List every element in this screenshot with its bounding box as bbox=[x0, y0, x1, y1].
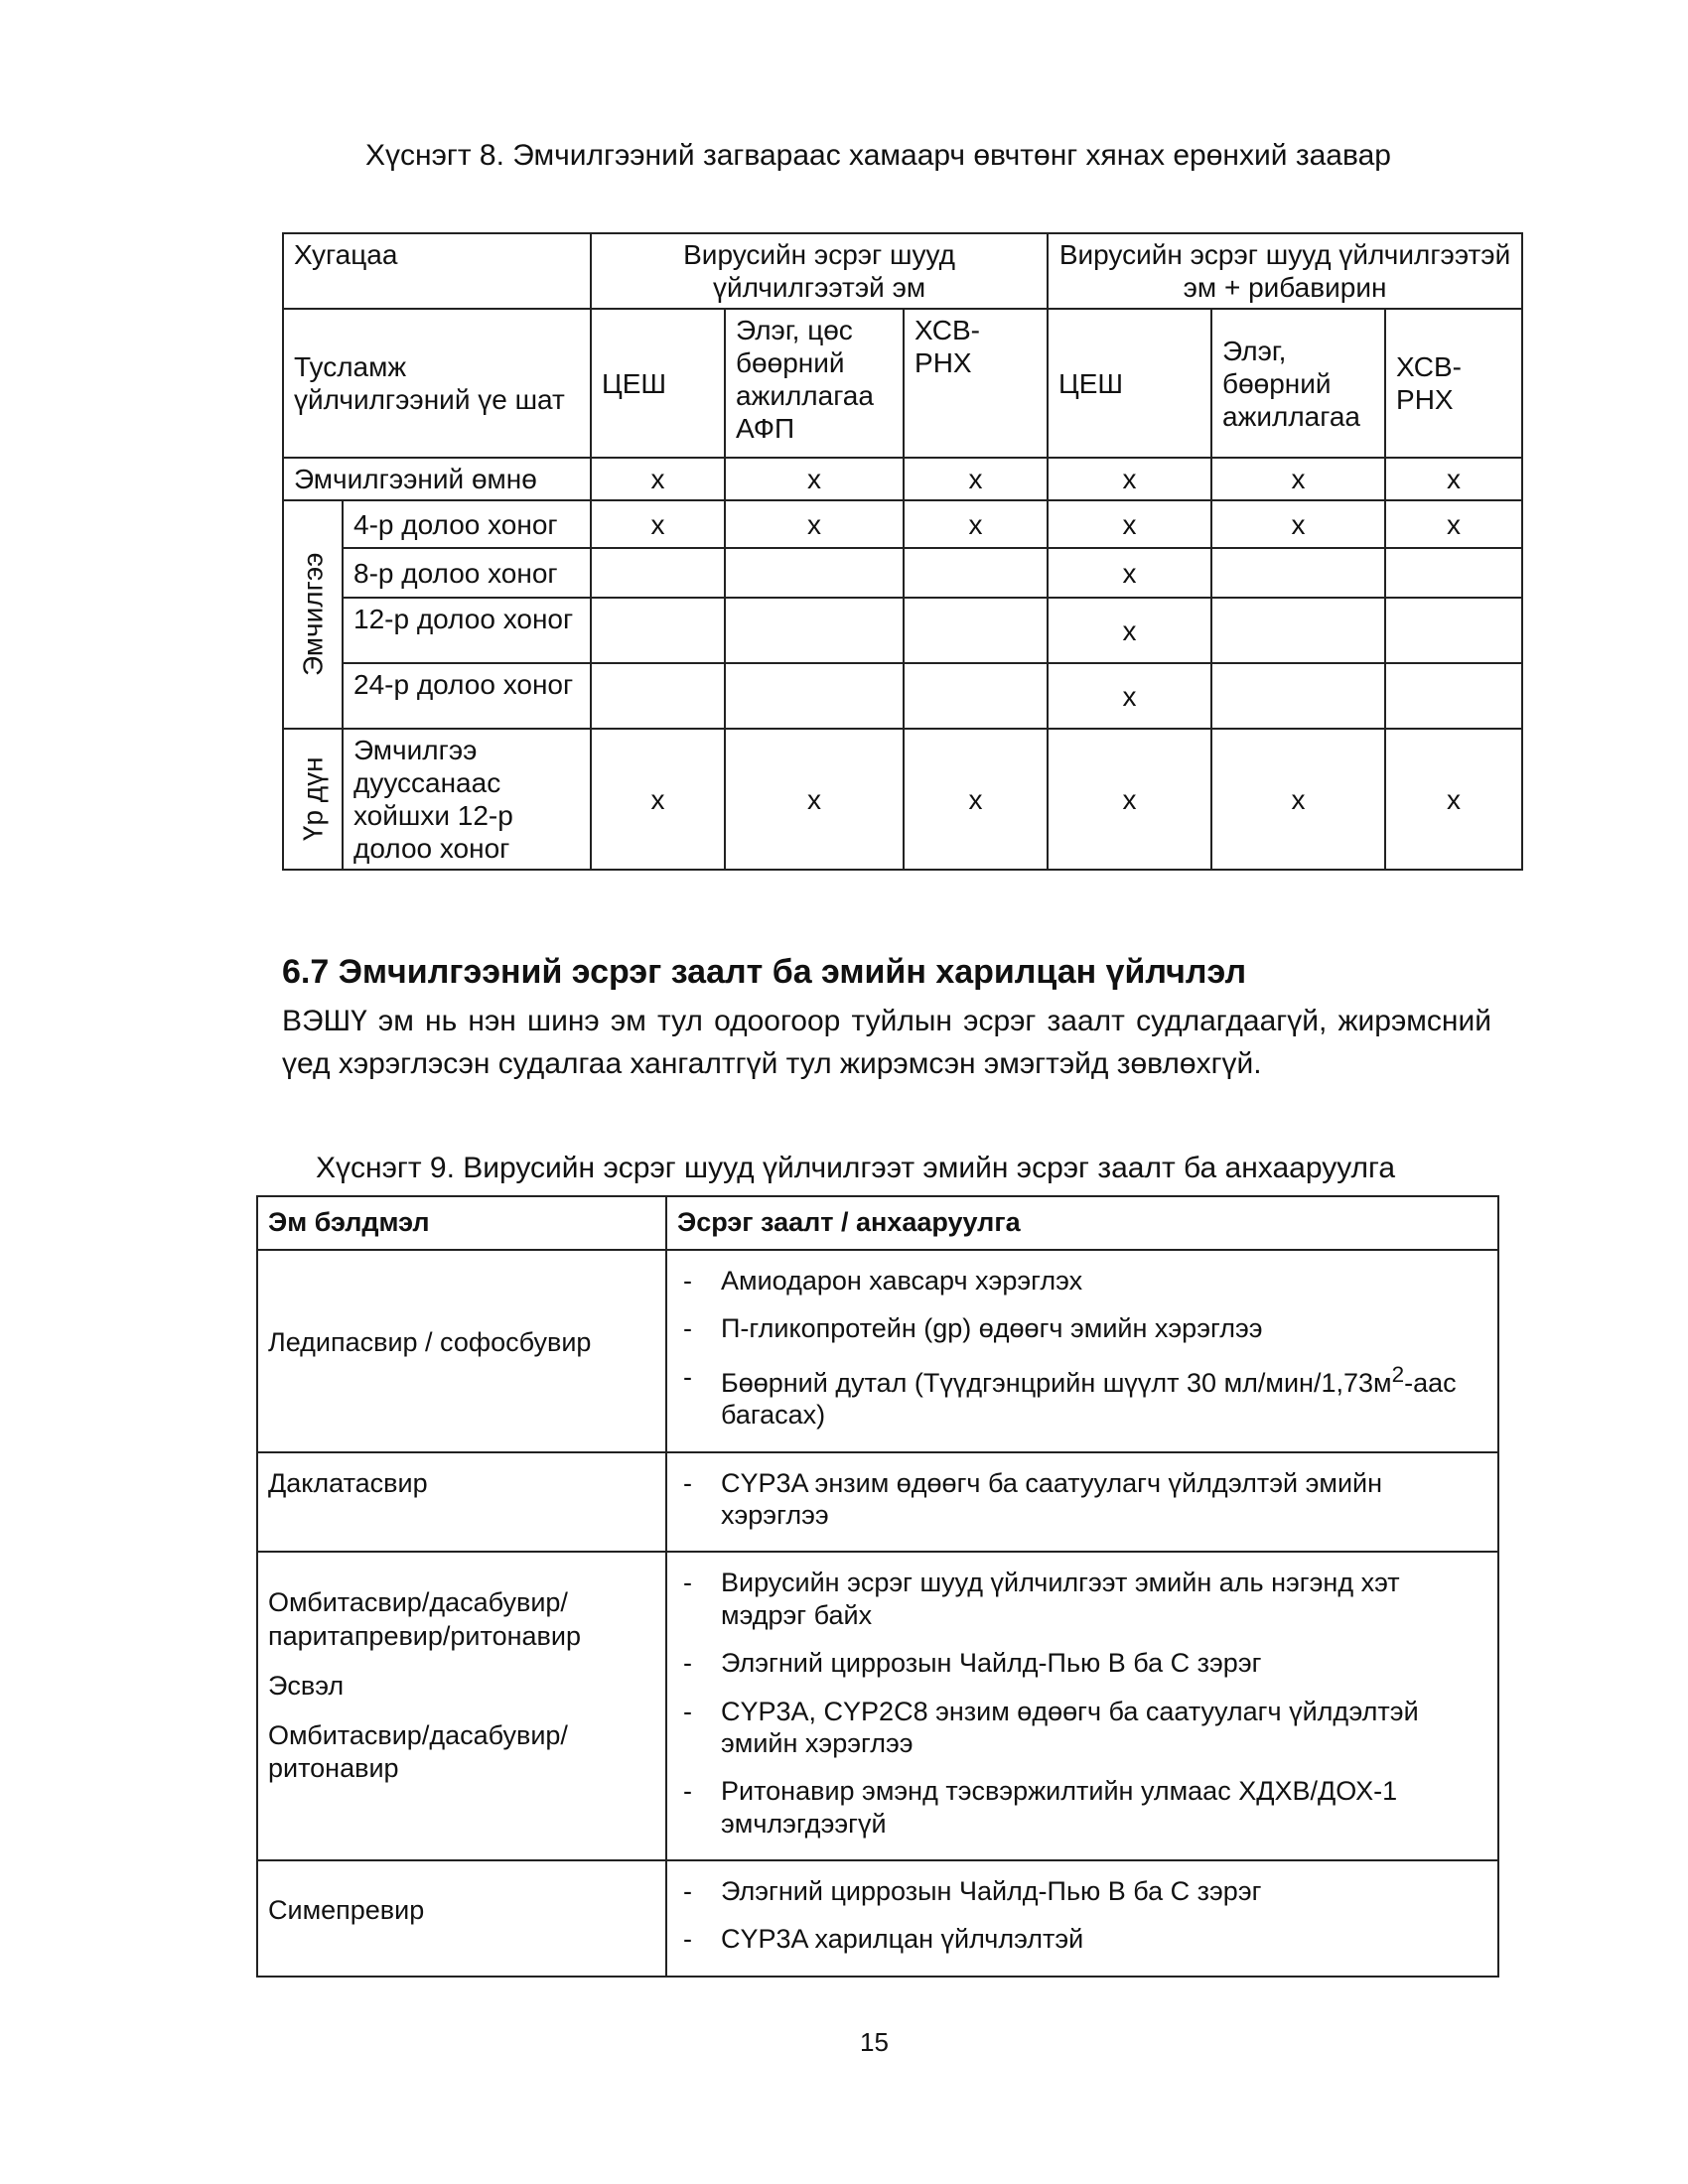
warning-list bbox=[666, 1552, 1498, 1860]
check-mark bbox=[1385, 598, 1522, 663]
list-item: - CYP3A, CYP2C8 энзим өдөөгч ба саатуулагч үйлдэлтэй эмийн хэрэглээ bbox=[677, 1696, 1487, 1760]
g2-col-header: ЦЕШ bbox=[1048, 309, 1211, 458]
check-mark bbox=[1211, 598, 1385, 663]
list-item: - Бөөрний дутал (Түүдгэнцрийн шүүлт 30 $мл/мин/1,73м^2$-аас багасах) bbox=[677, 1361, 1487, 1432]
check-mark bbox=[1385, 663, 1522, 729]
check-mark: x bbox=[1385, 729, 1522, 870]
check-mark bbox=[1385, 548, 1522, 598]
table-row bbox=[283, 663, 1522, 729]
warning-list bbox=[666, 1860, 1498, 1977]
check-mark: x bbox=[725, 500, 904, 548]
check-mark: x bbox=[591, 458, 725, 500]
check-mark: x bbox=[1048, 729, 1211, 870]
monitoring-table bbox=[282, 232, 1523, 871]
section-paragraph: ВЭШҮ эм нь нэн шинэ эм тул одоогоор туйлын эсрэг заалт судлагдаагүй, жирэмсний үед хэрэглэсэн судалгаа хангалтгүй тул жирэмсэн эмэгтэйд зөвлөхгүй. bbox=[282, 1005, 1491, 1080]
check-mark: x bbox=[1048, 598, 1211, 663]
check-mark bbox=[591, 548, 725, 598]
table-row bbox=[283, 500, 1522, 548]
stage-header: Тусламж үйлчилгээний үе шат bbox=[283, 309, 591, 458]
row-label: 4-р долоо хоног bbox=[343, 500, 591, 548]
list-item: - Амиодарон хавсарч хэрэглэх bbox=[677, 1265, 1487, 1297]
check-mark bbox=[725, 663, 904, 729]
row-label: Эмчилгээний өмнө bbox=[283, 458, 591, 500]
check-mark: x bbox=[1048, 458, 1211, 500]
check-mark: x bbox=[1211, 458, 1385, 500]
check-mark: x bbox=[1211, 500, 1385, 548]
check-mark: x bbox=[725, 729, 904, 870]
check-mark: x bbox=[725, 458, 904, 500]
check-mark: x bbox=[904, 458, 1048, 500]
list-item: - Ритонавир эмэнд тэсвэржилтийн улмаас ХДХВ/ДОХ-1 эмчлэгдээгүй bbox=[677, 1775, 1487, 1840]
table8-header-row2 bbox=[283, 309, 1522, 458]
list-item: - CYP3A харилцан үйлчлэлтэй bbox=[677, 1923, 1487, 1955]
list-item: - Элэгний циррозын Чайлд-Пью B ба C зэрэг bbox=[677, 1875, 1487, 1907]
table-row bbox=[283, 548, 1522, 598]
row-label: 8-р долоо хоног bbox=[343, 548, 591, 598]
list-item: - П-гликопротейн (gp) өдөөгч эмийн хэрэглээ bbox=[677, 1312, 1487, 1344]
check-mark: x bbox=[1048, 663, 1211, 729]
contraindications-table bbox=[256, 1195, 1499, 1978]
check-mark: x bbox=[904, 729, 1048, 870]
table8-caption: Хүснэгт 8. Эмчилгээний загвараас хамаарч өвчтөнг хянах ерөнхий заавар bbox=[365, 139, 1391, 172]
warning-list bbox=[666, 1250, 1498, 1452]
row-label: 24-р долоо хоног bbox=[343, 663, 591, 729]
check-mark: x bbox=[591, 729, 725, 870]
table-row bbox=[257, 1250, 1498, 1452]
list-item: - Вирусийн эсрэг шууд үйлчилгээт эмийн аль нэгэнд хэт мэдрэг байх bbox=[677, 1567, 1487, 1631]
g2-col-header: ХСВ-РНХ bbox=[1385, 309, 1522, 458]
check-mark bbox=[904, 548, 1048, 598]
table-row bbox=[257, 1452, 1498, 1553]
g2-col-header: Элэг, бөөрний ажиллагаа bbox=[1211, 309, 1385, 458]
check-mark: x bbox=[1211, 729, 1385, 870]
check-mark: x bbox=[1385, 458, 1522, 500]
table9-caption: Хүснэгт 9. Вирусийн эсрэг шууд үйлчилгээт эмийн эсрэг заалт ба анхааруулга bbox=[316, 1152, 1396, 1184]
drug-name: Даклатасвир bbox=[257, 1452, 666, 1553]
check-mark bbox=[904, 663, 1048, 729]
table-row bbox=[257, 1860, 1498, 1977]
check-mark bbox=[725, 548, 904, 598]
row-label: Эмчилгээ дууссанаас хойшхи 12-р долоо хоног bbox=[343, 729, 591, 870]
list-item: - Элэгний циррозын Чайлд-Пью B ба C зэрэг bbox=[677, 1647, 1487, 1679]
check-mark bbox=[591, 663, 725, 729]
treatment-group-label: Эмчилгээ bbox=[283, 500, 343, 729]
table8-header-row1 bbox=[283, 233, 1522, 309]
group2-header: Вирусийн эсрэг шууд үйлчилгээтэй эм + рибавирин bbox=[1048, 233, 1522, 309]
drug-name: Омбитасвир/дасабувир/ паритапревир/ритонавир Эсвэл Омбитасвир/дасабувир/ ритонавир bbox=[257, 1552, 666, 1860]
warning-header: Эсрэг заалт / анхааруулга bbox=[666, 1196, 1498, 1250]
check-mark: x bbox=[1048, 500, 1211, 548]
check-mark bbox=[725, 598, 904, 663]
group1-header: Вирусийн эсрэг шууд үйлчилгээтэй эм bbox=[591, 233, 1048, 309]
check-mark: x bbox=[591, 500, 725, 548]
row-label: 12-р долоо хоног bbox=[343, 598, 591, 663]
warning-list bbox=[666, 1452, 1498, 1553]
list-item: - CYP3A энзим өдөөгч ба саатуулагч үйлдэлтэй эмийн хэрэглээ bbox=[677, 1467, 1487, 1532]
result-group-label: Үр дүн bbox=[283, 729, 343, 870]
duration-header: Хугацаа bbox=[283, 233, 591, 309]
table-row bbox=[257, 1552, 1498, 1860]
check-mark bbox=[904, 598, 1048, 663]
table-row bbox=[283, 458, 1522, 500]
drug-name: Симепревир bbox=[257, 1860, 666, 1977]
g1-col-header: Элэг, цөс бөөрний ажиллагаа АФП bbox=[725, 309, 904, 458]
drug-name: Ледипасвир / софосбувир bbox=[257, 1250, 666, 1452]
drug-header: Эм бэлдмэл bbox=[257, 1196, 666, 1250]
check-mark: x bbox=[904, 500, 1048, 548]
section-title: 6.7 Эмчилгээний эсрэг заалт ба эмийн харилцан үйлчлэл bbox=[282, 953, 1247, 991]
page-number: 15 bbox=[860, 2027, 889, 2057]
check-mark: x bbox=[1385, 500, 1522, 548]
table9-header-row bbox=[257, 1196, 1498, 1250]
check-mark bbox=[1211, 548, 1385, 598]
g1-col-header: ХСВ-РНХ bbox=[904, 309, 1048, 458]
table-row bbox=[283, 729, 1522, 870]
check-mark bbox=[591, 598, 725, 663]
check-mark bbox=[1211, 663, 1385, 729]
g1-col-header: ЦЕШ bbox=[591, 309, 725, 458]
check-mark: x bbox=[1048, 548, 1211, 598]
table-row bbox=[283, 598, 1522, 663]
